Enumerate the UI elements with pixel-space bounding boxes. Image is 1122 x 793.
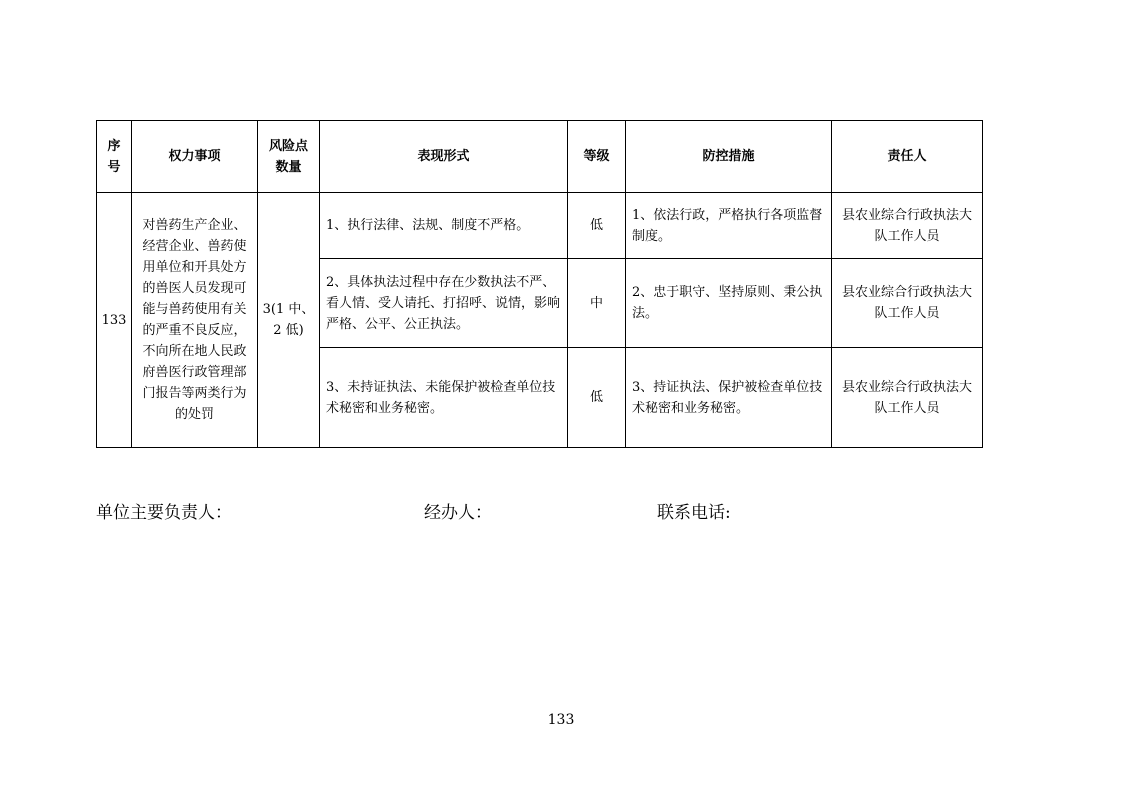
level-cell: 中 — [568, 259, 626, 348]
table-header-row — [97, 121, 983, 193]
responsible-cell: 县农业综合行政执法大队工作人员 — [832, 348, 983, 448]
measures-cell: 2、忠于职守、坚持原则、秉公执法。 — [626, 259, 832, 348]
header-power-item: 权力事项 — [132, 121, 258, 193]
manifestation-cell: 3、未持证执法、未能保护被检查单位技术秘密和业务秘密。 — [320, 348, 568, 448]
level-cell: 低 — [568, 348, 626, 448]
handler-label: 经办人： — [424, 503, 492, 523]
manifestation-cell: 1、执行法律、法规、制度不严格。 — [320, 193, 568, 259]
header-manifestation: 表现形式 — [320, 121, 568, 193]
power-item-cell: 对兽药生产企业、经营企业、兽药使用单位和开具处方的兽医人员发现可能与兽药使用有关的严重不良反应，不向所在地人民政府兽医行政管理部门报告等两类行为的处罚 — [132, 193, 258, 448]
measures-cell: 3、持证执法、保护被检查单位技术秘密和业务秘密。 — [626, 348, 832, 448]
responsible-cell: 县农业综合行政执法大队工作人员 — [832, 259, 983, 348]
measures-cell: 1、依法行政，严格执行各项监督制度。 — [626, 193, 832, 259]
header-risk-count: 风险点数量 — [258, 121, 320, 193]
seq-cell: 133 — [97, 193, 132, 448]
responsible-cell: 县农业综合行政执法大队工作人员 — [832, 193, 983, 259]
header-measures: 防控措施 — [626, 121, 832, 193]
level-cell: 低 — [568, 193, 626, 259]
table-row — [97, 193, 983, 259]
page-number: 133 — [547, 712, 575, 728]
header-seq: 序号 — [97, 121, 132, 193]
risk-control-table — [96, 120, 983, 448]
phone-label: 联系电话: — [657, 503, 731, 523]
manifestation-cell: 2、具体执法过程中存在少数执法不严、看人情、受人请托、打招呼、说情，影响严格、公平、公正执法。 — [320, 259, 568, 348]
risk-count-cell: 3(1 中、2 低) — [258, 193, 320, 448]
unit-leader-label: 单位主要负责人： — [96, 503, 232, 523]
header-level: 等级 — [568, 121, 626, 193]
header-responsible: 责任人 — [832, 121, 983, 193]
